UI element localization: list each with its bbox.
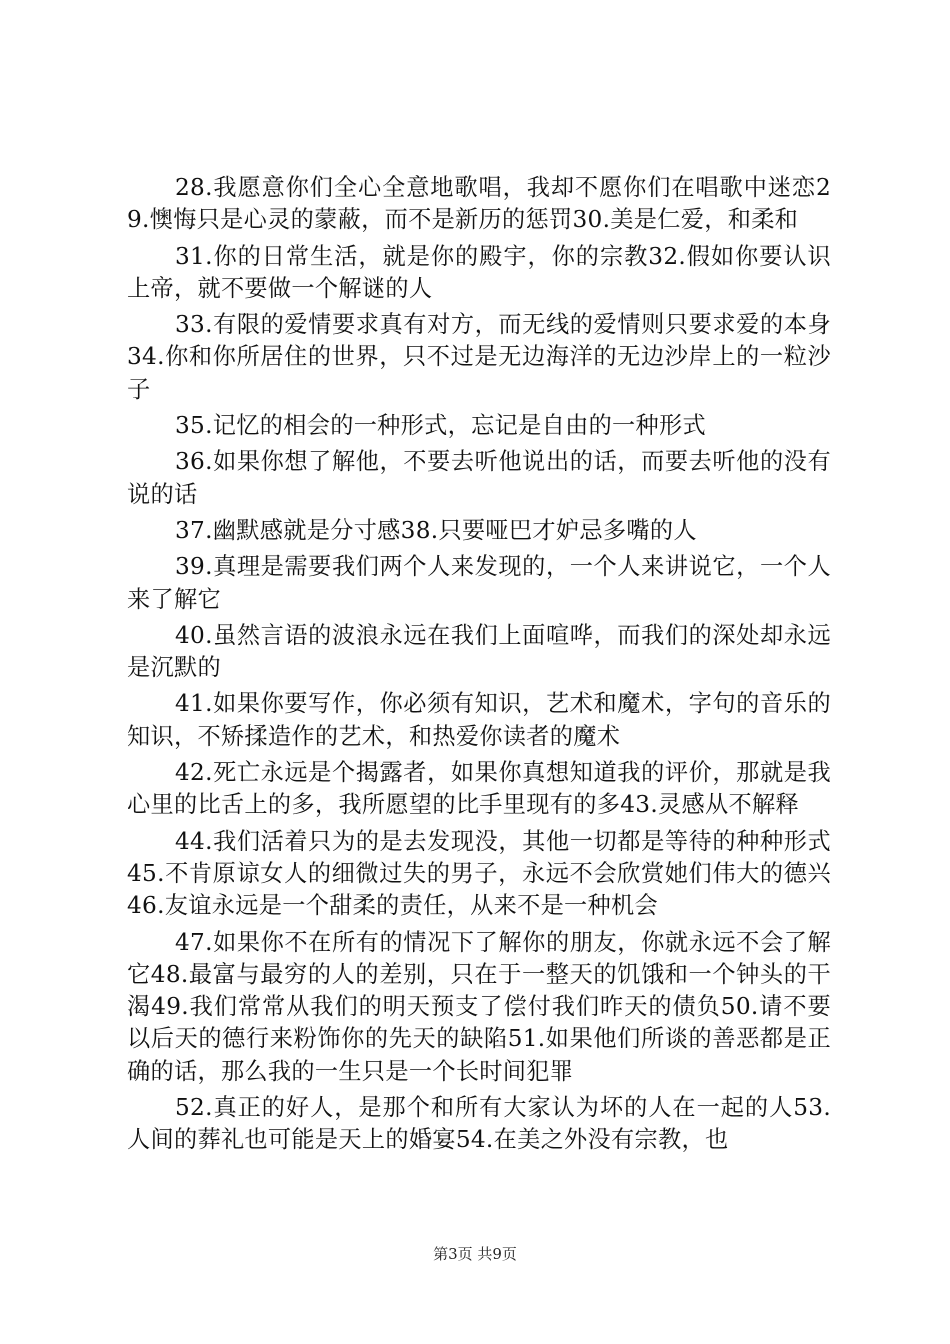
- paragraph-44-46: 44.我们活着只为的是去发现没，其他一切都是等待的种种形式45.不肯原谅女人的细微过失的男子，永远不会欣赏她们伟大的德兴46.友谊永远是一个甜柔的责任，从来不是一种机会: [127, 827, 831, 920]
- paragraph-41: 41.如果你要写作，你必须有知识，艺术和魔术，字句的音乐的知识，不矫揉造作的艺术，和热爱你读者的魔术: [127, 690, 831, 750]
- document-body: [127, 172, 831, 1157]
- paragraph-39: 39.真理是需要我们两个人来发现的，一个人来讲说它，一个人来了解它: [127, 553, 831, 613]
- paragraph-52-54: 52.真正的好人，是那个和所有大家认为坏的人在一起的人53.人间的葬礼也可能是天上的婚宴54.在美之外没有宗教，也: [127, 1094, 831, 1154]
- paragraph-37-38: 37.幽默感就是分寸感38.只要哑巴才妒忌多嘴的人: [175, 516, 697, 544]
- paragraph-28-30: 28.我愿意你们全心全意地歌唱，我却不愿你们在唱歌中迷恋29.懊悔只是心灵的蒙蔽，而不是新历的惩罚30.美是仁爱，和柔和: [127, 174, 831, 234]
- paragraph-36: 36.如果你想了解他，不要去听他说出的话，而要去听他的没有说的话: [127, 448, 831, 508]
- paragraph-35: 35.记忆的相会的一种形式，忘记是自由的一种形式: [175, 412, 707, 440]
- page-number-footer: 第3页 共9页: [433, 1245, 517, 1263]
- paragraph-40: 40.虽然言语的波浪永远在我们上面喧哗，而我们的深处却永远是沉默的: [127, 621, 831, 682]
- paragraph-47-51: 47.如果你不在所有的情况下了解你的朋友，你就永远不会了解它48.最富与最穷的人的差别，只在于一整天的饥饿和一个钟头的干渴49.我们常常从我们的明天预支了偿付我们昨天的债负50.请不要以后天的德行来粉饰你的先天的缺陷51.如果他们所谈的善恶都是正确的话，那么我的一生只是一个长时间犯罪: [127, 928, 831, 1085]
- paragraph-42-43: 42.死亡永远是个揭露者，如果你真想知道我的评价，那就是我心里的比舌上的多，我所愿望的比手里现有的多43.灵感从不解释: [127, 759, 831, 819]
- paragraph-31-32: 31.你的日常生活，就是你的殿宇，你的宗教32.假如你要认识上帝，就不要做一个解谜的人: [127, 242, 831, 302]
- paragraph-33-34: 33.有限的爱情要求真有对方，而无线的爱情则只要求爱的本身34.你和你所居住的世界，只不过是无边海洋的无边沙岸上的一粒沙子: [127, 311, 831, 403]
